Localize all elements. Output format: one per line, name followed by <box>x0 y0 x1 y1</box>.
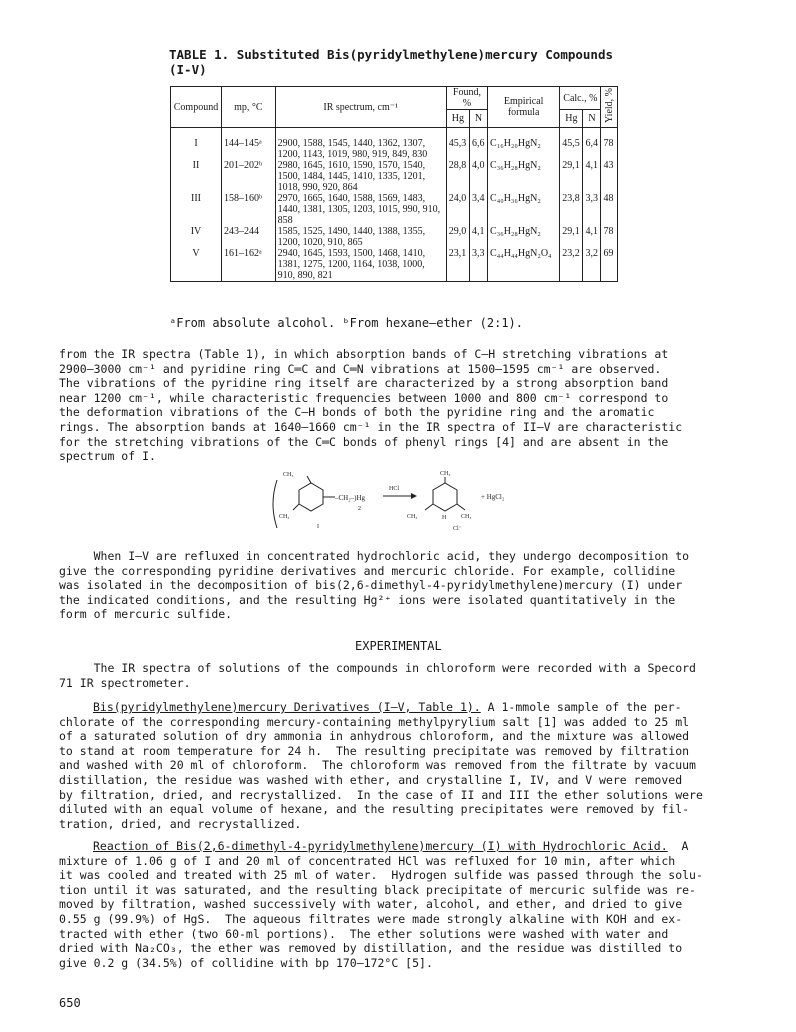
cell-mp: 201–202ᵇ <box>221 160 275 193</box>
cell-found-n: 4,1 <box>470 226 488 248</box>
product-chloride: Cl⁻ <box>453 526 462 532</box>
cell-compound: V <box>171 248 222 282</box>
product-ch3-top: CH₃ <box>440 471 451 477</box>
header-empirical: Empirical formula <box>488 87 560 128</box>
product-structure <box>425 477 465 511</box>
page-number: 650 <box>59 996 81 1010</box>
header-calc: Calc., % <box>560 87 601 110</box>
cell-formula: C₄₀H₃₆HgN₂ <box>488 193 560 226</box>
cell-calc-n: 4,1 <box>583 226 601 248</box>
cell-calc-n: 3,3 <box>583 193 601 226</box>
reactant-ring <box>299 483 323 511</box>
product-ch3-right: CH₃ <box>461 514 472 520</box>
header-found-hg: Hg <box>446 110 469 128</box>
synthesis-body: A 1-mmole sample of the per- chlorate of the corresponding mercury-containing methylpyrylium salt [1] was added to 25 ml of a saturated solution of dry ammonia in anhydrous chloroform, and the mixture was allowed to stand at room temperature for 24 h. The resulting precipitate was removed by filtration and washed with 20 ml of chloroform. The chloroform was removed from the filtrate by vacuum distillation, the residue was washed with ether, and crystalline I, IV, and V were removed by filtration, dried, and recrystallized. In the case of II and III the ether solutions were diluted with an equal volume of hexane, and the resulting precipitates were removed by fil- tration, dried, and recrystallized. <box>59 700 703 831</box>
cell-found-n: 3,3 <box>470 248 488 282</box>
cell-compound: IV <box>171 226 222 248</box>
product-ring <box>433 483 457 511</box>
header-calc-n: N <box>583 110 601 128</box>
reactant-ch2hg: –CH₂–)Hg <box>335 494 366 502</box>
paragraph-decomposition: When I–V are refluxed in concentrated hydrochloric acid, they undergo decomposition to give the corresponding pyridine derivatives and mercuric chloride. For example, collidine was isolated in the decomposition of bis(2,6-dimethyl-4-pyridylmethylene)mercury (I) under the indicated conditions, and the resulting Hg²⁺ ions were isolated quantitatively in the form of mercuric sulfide. <box>59 549 690 622</box>
cell-yield: 69 <box>601 248 618 282</box>
cell-found-hg: 28,8 <box>446 160 469 193</box>
cell-found-hg: 24,0 <box>446 193 469 226</box>
header-mp: mp, °C <box>221 87 275 128</box>
table-row <box>171 248 618 282</box>
cell-found-hg: 45,3 <box>446 128 469 161</box>
paragraph-hcl-reaction <box>59 839 739 970</box>
cell-calc-hg: 45,5 <box>560 128 583 161</box>
table-row <box>171 226 618 248</box>
cell-found-n: 3,4 <box>470 193 488 226</box>
header-found-n: N <box>470 110 488 128</box>
paragraph-synthesis <box>59 700 739 831</box>
reactant-subscript: 2 <box>358 506 361 512</box>
cell-mp: 161–162ᵃ <box>221 248 275 282</box>
cell-yield: 78 <box>601 128 618 161</box>
paragraph-ir-discussion: from the IR spectra (Table 1), in which absorption bands of C—H stretching vibrations at 2900–3000 cm⁻¹ and pyridine ring C═C and C═N vibrations at 1500–1595 cm⁻¹ are observed. The vibrations of the pyridine ring itself are characterized by a strong absorption band near 1200 cm⁻¹, while characteristic frequencies between 1000 and 800 cm⁻¹ correspond to the deformation vibrations of the C—H bonds of both the pyridine ring and the aromatic rings. The absorption bands at 1640–1660 cm⁻¹ in the IR spectra of II–V are characteristic for the stretching vibrations of the C═C bonds of phenyl rings [4] and are absent in the spectrum of I. <box>59 347 683 464</box>
cell-ir: 1585, 1525, 1490, 1440, 1388, 1355, 1200, 1020, 910, 865 <box>275 226 446 248</box>
table-footnote: ᵃFrom absolute alcohol. ᵇFrom hexane—ether (2:1). <box>169 316 524 330</box>
cell-found-n: 6,6 <box>470 128 488 161</box>
cell-formula: C₃₆H₂₈HgN₂ <box>488 160 560 193</box>
compounds-table <box>170 86 618 282</box>
product-h: H <box>442 515 447 521</box>
cell-calc-n: 3,2 <box>583 248 601 282</box>
cell-ir: 2900, 1588, 1545, 1440, 1362, 1307, 1200, 1143, 1019, 980, 919, 849, 830 <box>275 128 446 161</box>
cell-calc-hg: 23,8 <box>560 193 583 226</box>
header-calc-hg: Hg <box>560 110 583 128</box>
table-row <box>171 128 618 161</box>
cell-ir: 2980, 1645, 1610, 1590, 1570, 1540, 1500, 1484, 1445, 1410, 1335, 1201, 1018, 990, 920, 864 <box>275 160 446 193</box>
cell-ir: 2970, 1665, 1640, 1588, 1569, 1483, 1440, 1381, 1305, 1203, 1015, 990, 910, 858 <box>275 193 446 226</box>
cell-formula: C₄₄H₄₄HgN₂O₄ <box>488 248 560 282</box>
reactant-ch3-bottom: CH₃ <box>279 514 290 520</box>
cell-formula: C₃₆H₂₈HgN₂ <box>488 226 560 248</box>
table-caption: TABLE 1. Substituted Bis(pyridylmethylene)mercury Compounds (I-V) <box>169 47 614 77</box>
paragraph-ir-instrument: The IR spectra of solutions of the compounds in chloroform were recorded with a Specord 71 IR spectrometer. <box>59 661 696 690</box>
synthesis-title: Bis(pyridylmethylene)mercury Derivatives (I–V, Table 1). <box>93 700 481 714</box>
reaction-scheme <box>255 468 555 544</box>
experimental-heading: EXPERIMENTAL <box>355 639 442 653</box>
header-compound: Compound <box>171 87 222 128</box>
cell-formula: C₁₆H₂₀HgN₂ <box>488 128 560 161</box>
cell-yield: 78 <box>601 226 618 248</box>
cell-mp: 144–145ᵃ <box>221 128 275 161</box>
cell-compound: III <box>171 193 222 226</box>
cell-calc-hg: 29,1 <box>560 160 583 193</box>
header-ir: IR spectrum, cm⁻¹ <box>275 87 446 128</box>
cell-mp: 243–244 <box>221 226 275 248</box>
cell-found-hg: 29,0 <box>446 226 469 248</box>
data-table-container <box>170 86 620 303</box>
reactant-label: I <box>317 524 319 530</box>
cell-calc-hg: 23,2 <box>560 248 583 282</box>
cell-found-hg: 23,1 <box>446 248 469 282</box>
header-found: Found, % <box>446 87 487 110</box>
product-ch3-left: CH₃ <box>407 514 418 520</box>
hcl-reaction-title: Reaction of Bis(2,6-dimethyl-4-pyridylmethylene)mercury (I) with Hydrochloric Acid. <box>93 839 668 853</box>
reactant-ch3-top: CH₃ <box>283 472 294 478</box>
reagent-label: HCl <box>389 486 400 492</box>
cell-yield: 43 <box>601 160 618 193</box>
cell-yield: 48 <box>601 193 618 226</box>
hcl-reaction-body: A mixture of 1.06 g of I and 20 ml of concentrated HCl was refluxed for 10 min, after which it was cooled and treated with 25 ml of water. Hydrogen sulfide was passed through the solu- tion until it was saturated, and the resulting black precipitate of mercuric sulfide was re- moved by filtration, washed successively with water, alcohol, and ether, and dried to give 0.55 g (99.9%) of HgS. The aqueous filtrates were made strongly alkaline with KOH and ex- tracted with ether (two 60-ml portions). The ether solutions were washed with water and dried with Na₂CO₃, the ether was removed by distillation, and the residue was distilled to give 0.2 g (34.5%) of collidine with bp 170–172°C [5]. <box>59 839 703 970</box>
cell-compound: I <box>171 128 222 161</box>
arrow-head <box>411 493 417 499</box>
header-yield: Yield, % <box>601 87 618 128</box>
cell-calc-n: 4,1 <box>583 160 601 193</box>
cell-ir: 2940, 1645, 1593, 1500, 1468, 1410, 1381, 1275, 1200, 1164, 1038, 1000, 910, 890, 821 <box>275 248 446 282</box>
left-paren <box>273 480 277 528</box>
table-row <box>171 193 618 226</box>
cell-mp: 158–160ᵇ <box>221 193 275 226</box>
cell-calc-n: 6,4 <box>583 128 601 161</box>
cell-calc-hg: 29,1 <box>560 226 583 248</box>
product-hgcl2: + HgCl₂ <box>481 493 505 501</box>
reactant-structure <box>273 476 335 528</box>
table-row <box>171 160 618 193</box>
cell-found-n: 4,0 <box>470 160 488 193</box>
cell-compound: II <box>171 160 222 193</box>
